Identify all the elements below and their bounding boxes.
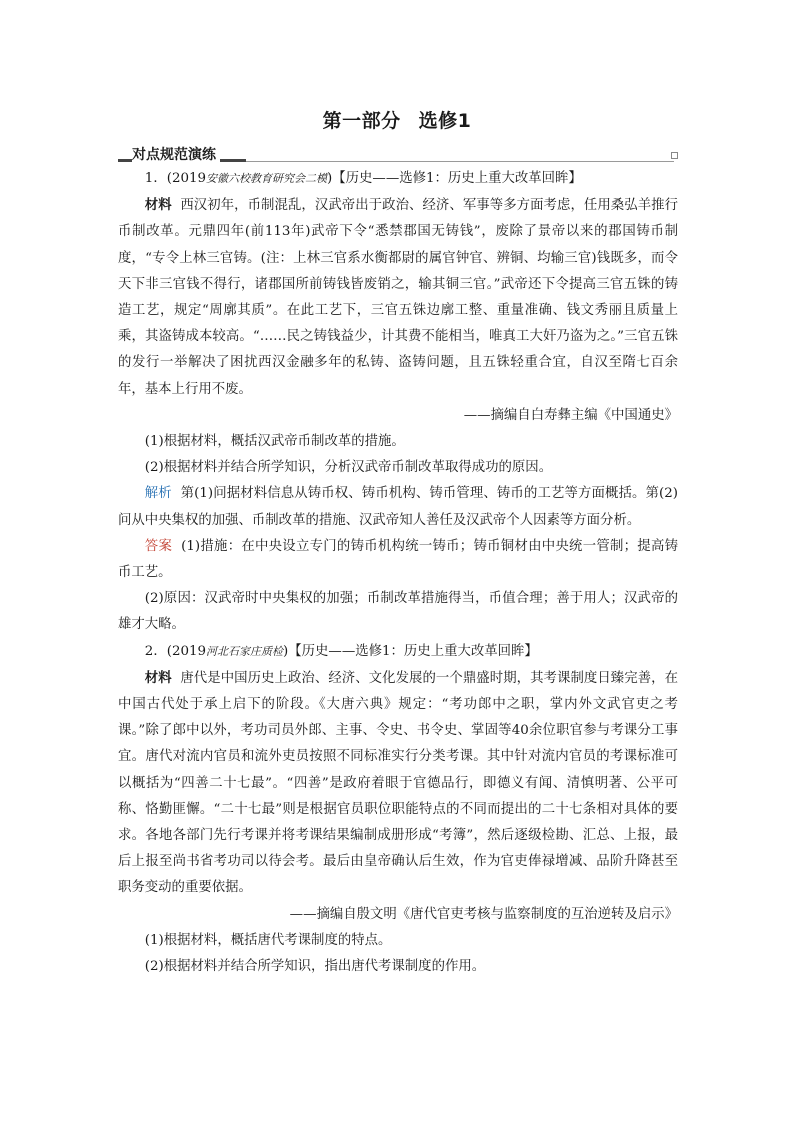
q2-subquestion-2: (2)根据材料并结合所学知识，指出唐代考课制度的作用。	[144, 959, 486, 975]
q2-material	[118, 665, 678, 902]
q2-material-text: 唐代是中国历史上政治、经济、文化发展的一个鼎盛时期，其考课制度日臻完善，在中国古代处于承上启下的阶段。《大唐六典》规定：“考功郎中之职，掌内外文武官吏之考课。”除了郎中以外，考功司员外郎、主事、令史、书令史、掌固等40余位职官参与考课分工事宜。唐代对流内官员和流外吏员按照不同标准实行分类考课。其中针对流内官员的考课标准可以概括为“四善二十七最”。“四善”是政府着眼于官德品行，即德义有闻、清慎明著、公平可称、恪勤匪懈。“二十七最”则是根据官员职位职能特点的不同而提出的二十七条相对具体的要求。各地各部门先行考课并将考课结果编制成册形成“考簿”，然后逐级检勘、汇总、上报，最后上报至尚书省考功司以待会考。最后由皇帝确认后生效，作为官吏俸禄增减、品阶升降甚至职务变动的重要依据。	[118, 670, 679, 896]
title-part: 第一部分	[322, 110, 401, 132]
q2-source-hint: 河北石家庄质检	[206, 644, 284, 658]
q1-material-label: 材料	[144, 197, 172, 214]
q2-paren: )	[283, 643, 289, 659]
q1-paren: )	[327, 171, 333, 186]
q1-year: (2019	[166, 171, 207, 186]
content	[118, 166, 678, 980]
q1-answer-1	[118, 534, 678, 586]
q1-analysis-text: 第(1)问据材料信息从铸币权、铸币机构、铸币管理、铸币的工艺等方面概括。第(2)问从中央集权的加强、币制改革的措施、汉武帝知人善任及汉武帝个人因素等方面分析。	[118, 486, 679, 528]
title-module: 选修1	[418, 110, 472, 132]
q2-tag: 【历史——选修1：历史上重大改革回眸】	[288, 643, 538, 659]
section-label: 对点规范演练	[132, 144, 220, 164]
q1-analysis	[118, 481, 678, 533]
q1-answer-label: 答案	[144, 538, 173, 554]
page-title	[0, 106, 794, 133]
q2-source: ——摘编自殷文明《唐代官吏考核与监察制度的互治逆转及启示》	[289, 906, 678, 922]
q2-header	[118, 639, 678, 665]
q1-source: ——摘编自白寿彝主编《中国通史》	[463, 407, 678, 423]
section-header	[118, 145, 678, 161]
q1-answer-1-text: (1)措施：在中央设立专门的铸币机构统一铸币；铸币铜材由中央统一管制；提高铸币工艺。	[118, 538, 679, 581]
q1-analysis-label: 解析	[144, 486, 172, 502]
q1-header	[118, 166, 678, 192]
q1-answer-2: (2)原因：汉武帝时中央集权的加强；币制改革措施得当，币值合理；善于用人；汉武帝的雄才大略。	[118, 591, 678, 633]
q2-material-label: 材料	[144, 669, 172, 686]
q1-subquestion-1: (1)根据材料，概括汉武帝币制改革的措施。	[144, 434, 405, 450]
q1-material	[118, 192, 678, 403]
q2-number: 2．	[144, 643, 167, 659]
q1-source-hint: 安徽六校教育研究会二模	[206, 172, 328, 185]
q2-subquestion-1: (1)根据材料，概括唐代考课制度的特点。	[144, 932, 392, 948]
q2-year: (2019	[166, 643, 207, 659]
q1-material-text: 西汉初年，币制混乱，汉武帝出于政治、经济、军事等多方面考虑，任用桑弘羊推行币制改革。元鼎四年(前113年)武帝下令“悉禁郡国无铸钱”，废除了景帝以来的郡国铸币制度，“专令上林三官铸。(注：上林三官系水衡都尉的属官钟官、辨铜、均输三官)钱既多，而令天下非三官钱不得行，诸郡国所前铸钱皆废销之，输其铜三官。”武帝还下令提高三官五铢的铸造工艺，规定“周廓其质”。在此工艺下，三官五铢边廓工整、重量准确、钱文秀丽且质量上乘，其盗铸成本较高。“……民之铸钱益少，计其费不能相当，唯真工大奸乃盗为之。”三官五铢的发行一举解决了困扰西汉金融多年的私铸、盗铸问题，且五铢轻重合宜，自汉至隋七百余年，基本上行用不废。	[118, 198, 679, 397]
q1-tag: 【历史——选修1：历史上重大改革回眸】	[332, 171, 582, 186]
q1-number: 1．	[144, 171, 167, 186]
corner-marker-icon	[671, 152, 678, 159]
q1-subquestion-2: (2)根据材料并结合所学知识，分析汉武帝币制改革取得成功的原因。	[144, 460, 553, 476]
